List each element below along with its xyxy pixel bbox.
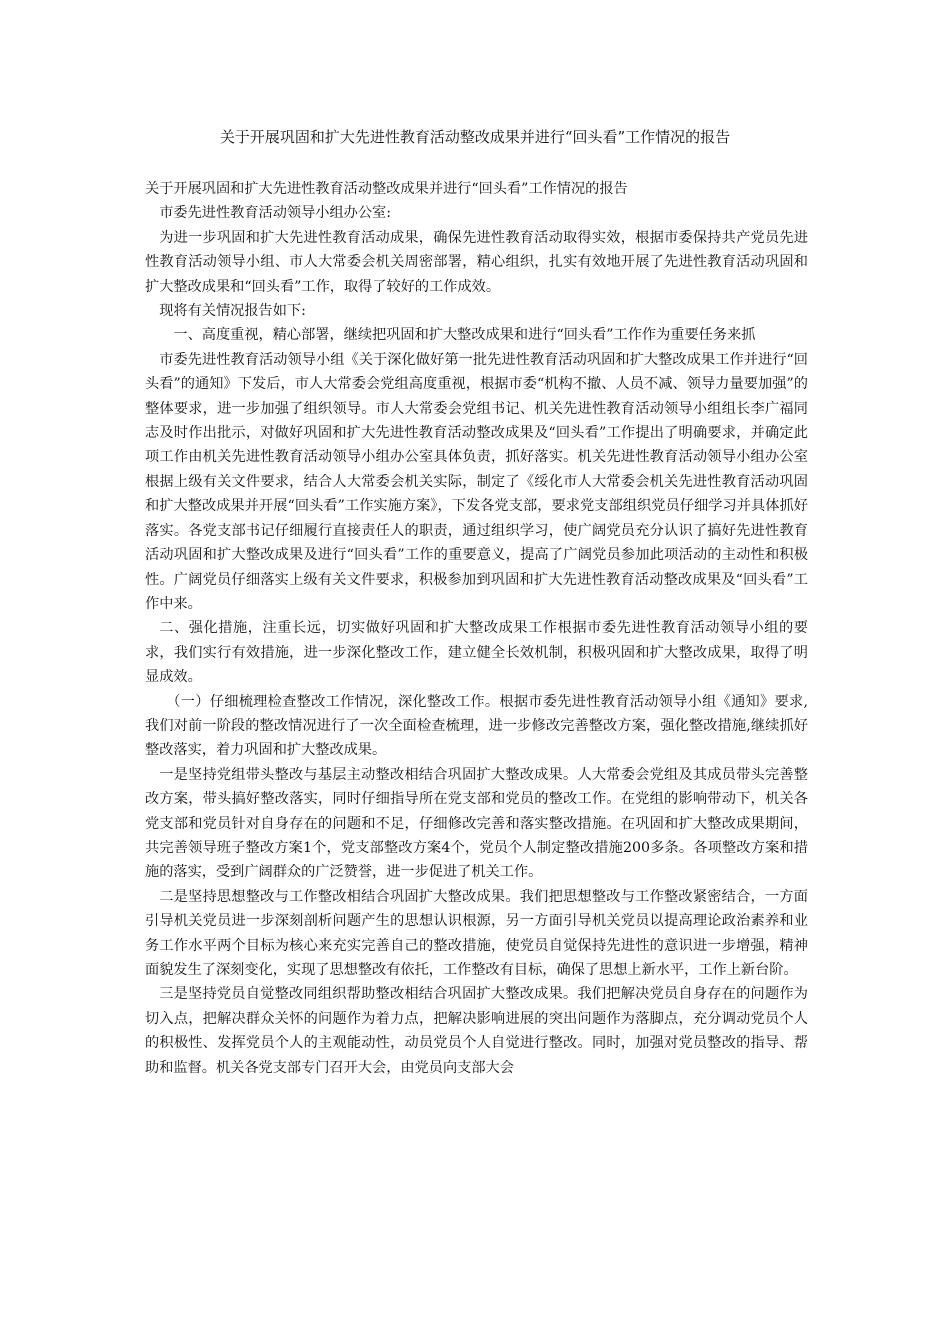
document-body bbox=[145, 177, 808, 1080]
paragraph-section-1: 市委先进性教育活动领导小组《关于深化做好第一批先进性教育活动巩固和扩大整改成果工作并进行“回头看”的通知》下发后，市人大常委会党组高度重视，根据市委“机构不撤、人员不减、领导力量要加强”的整体要求，进一步加强了组织领导。市人大常委会党组书记、机关先进性教育活动领导小组组长李广福同志及时作出批示，对做好巩固和扩大先进性教育活动整改成果及“回头看”工作提出了明确要求，并确定此项工作由机关先进性教育活动领导小组办公室具体负责，抓好落实。机关先进性教育活动领导小组办公室根据上级有关文件要求，结合人大常委会机关实际，制定了《绥化市人大常委会机关先进性教育活动巩固和扩大整改成果并开展“回头看”工作实施方案》，下发各党支部，要求党支部组织党员仔细学习并具体抓好落实。各党支部书记仔细履行直接责任人的职责，通过组织学习，使广阔党员充分认识了搞好先进性教育活动巩固和扩大整改成果及进行“回头看”工作的重要意义，提高了广阔党员参加此项活动的主动性和积极性。广阔党员仔细落实上级有关文件要求，积极参加到巩固和扩大先进性教育活动整改成果及“回头看”工作中来。 bbox=[145, 351, 808, 612]
paragraph-point-2: 二是坚持思想整改与工作整改相结合巩固扩大整改成果。我们把思想整改与工作整改紧密结合，一方面引导机关党员进一步深刻剖析问题产生的思想认识根源，另一方面引导机关党员以提高理论政治素养和业务工作水平两个目标为核心来充实完善自己的整改措施，使党员自觉保持先进性的意识进一步增强，精神面貌发生了深刻变化，实现了思想整改有依托，工作整改有目标，确保了思想上新水平，工作上新台阶。 bbox=[145, 888, 808, 978]
section-heading-2: 二、强化措施，注重长远，切实做好巩固和扩大整改成果工作根据市委先进性教育活动领导小组的要求，我们实行有效措施，进一步深化整改工作，建立健全长效机制，积极巩固和扩大整改成果，取得了明显成效。 bbox=[145, 620, 808, 686]
paragraph-report-lead: 现将有关情况报告如下: bbox=[159, 303, 306, 320]
subsection-heading-1: （一）仔细梳理检查整改工作情况，深化整改工作。根据市委先进性教育活动领导小组《通知》要求,我们对前一阶段的整改情况进行了一次全面检查梳理，进一步修改完善整改方案，强化整改措施,继续抓好整改落实，着力巩固和扩大整改成果。 bbox=[145, 693, 808, 759]
paragraph-point-3: 三是坚持党员自觉整改同组织帮助整改相结合巩固扩大整改成果。我们把解决党员自身存在的问题作为切入点，把解决群众关怀的问题作为着力点，把解决影响进展的突出问题作为落脚点，充分调动党员个人的积极性、发挥党员个人的主观能动性，动员党员个人自觉进行整改。同时，加强对党员整改的指导、帮助和监督。机关各党支部专门召开大会，由党员向支部大会 bbox=[145, 986, 808, 1076]
document-subtitle: 关于开展巩固和扩大先进性教育活动整改成果并进行“回头看”工作情况的报告 bbox=[145, 181, 628, 197]
section-heading-1: 一、高度重视，精心部署，继续把巩固和扩大整改成果和进行“回头看”工作作为重要任务来抓 bbox=[173, 327, 756, 344]
paragraph-salutation: 市委先进性教育活动领导小组办公室: bbox=[159, 205, 391, 222]
document-title: 关于开展巩固和扩大先进性教育活动整改成果并进行“回头看”工作情况的报告 bbox=[219, 128, 731, 146]
paragraph-point-1: 一是坚持党组带头整改与基层主动整改相结合巩固扩大整改成果。人大常委会党组及其成员带头完善整改方案，带头搞好整改落实，同时仔细指导所在党支部和党员的整改工作。在党组的影响带动下，机关各党支部和党员针对自身存在的问题和不足，仔细修改完善和落实整改措施。在巩固和扩大整改成果期间，共完善领导班子整改方案1个，党支部整改方案4个，党员个人制定整改措施200多条。各项整改方案和措施的落实，受到广阔群众的广泛赞誉，进一步促进了机关工作。 bbox=[145, 766, 808, 881]
paragraph-intro: 为进一步巩固和扩大先进性教育活动成果，确保先进性教育活动取得实效，根据市委保持共产党员先进性教育活动领导小组、市人大常委会机关周密部署，精心组织，扎实有效地开展了先进性教育活动巩固和扩大整改成果和“回头看”工作，取得了较好的工作成效。 bbox=[145, 229, 808, 295]
